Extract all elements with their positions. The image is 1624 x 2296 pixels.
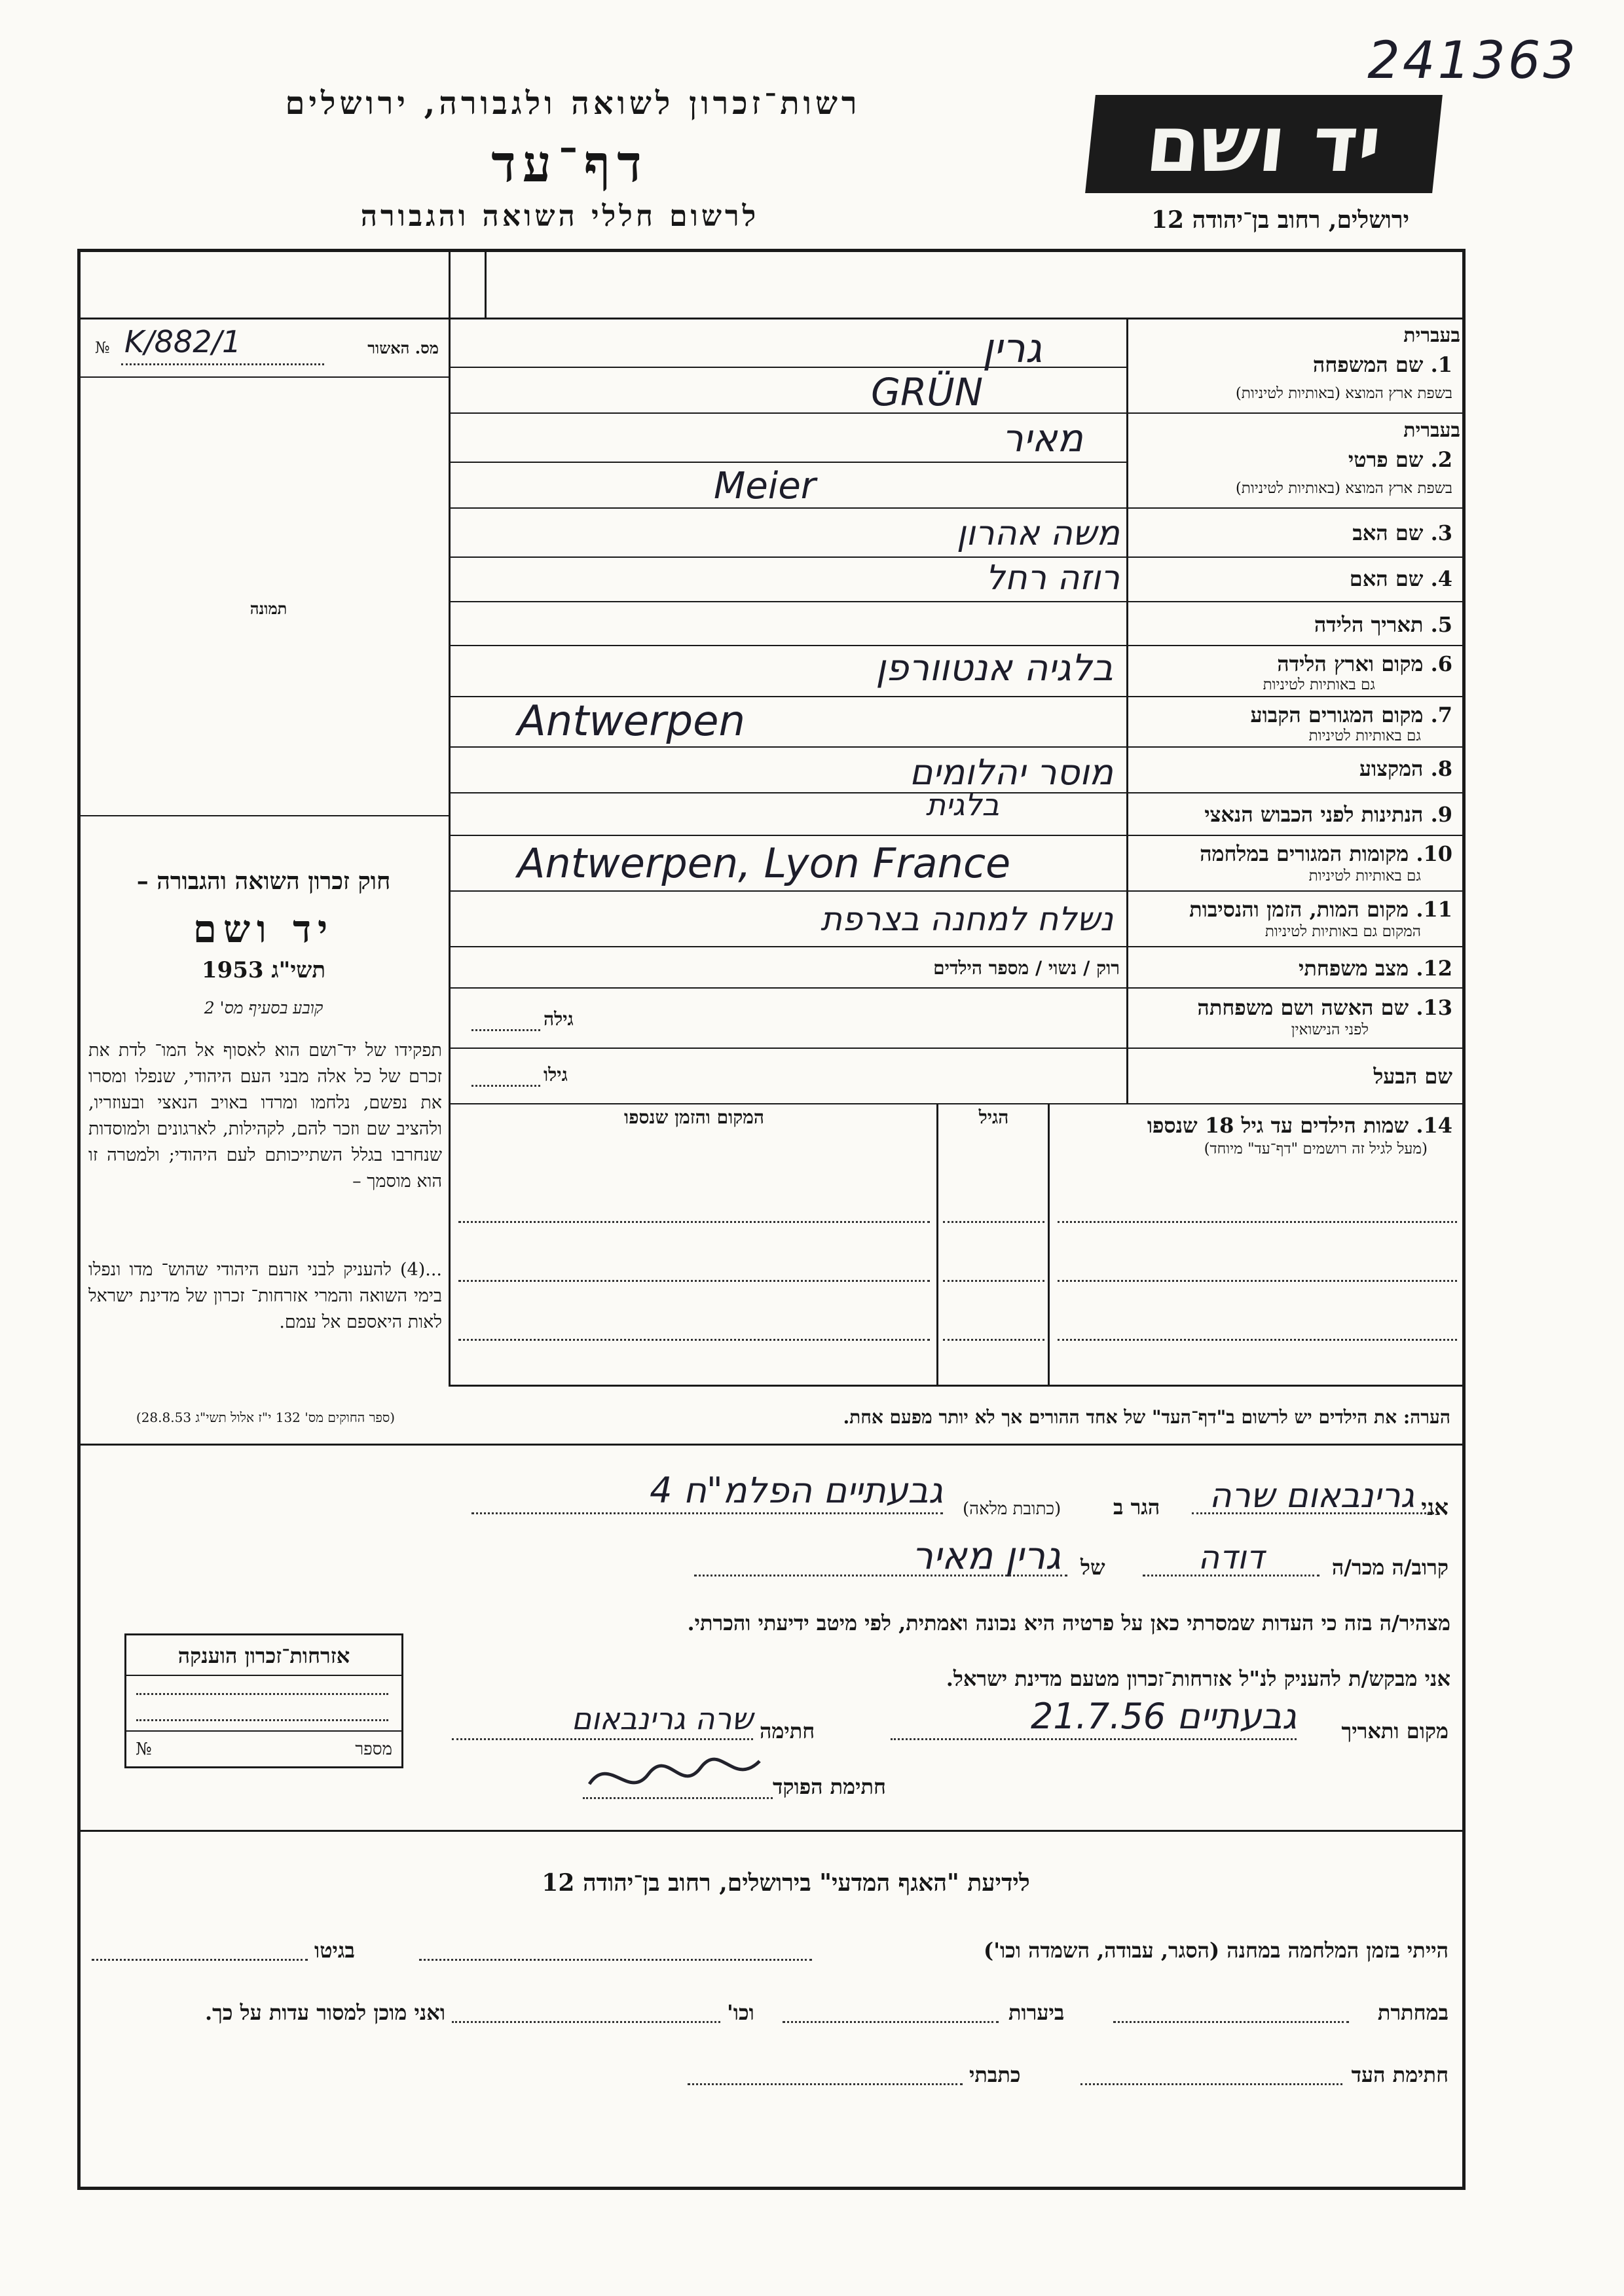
field-9-label — [1204, 802, 1452, 827]
field-6-num: 6. — [1430, 651, 1452, 676]
field-10-label — [1200, 841, 1452, 866]
approval-number — [88, 324, 445, 370]
info-title: לידיעת "האגף המדעי" בירושלים, רחוב בן־יהודה 12 — [542, 1869, 1030, 1897]
field-13-sub: לפני הנישואין — [1291, 1021, 1369, 1038]
citizenship-number-label: מספר — [355, 1740, 392, 1759]
husband-label: שם הבעל — [1373, 1064, 1452, 1089]
field-5-label — [1314, 612, 1452, 637]
citizenship-title: אזרחות־זכרון הוענקה — [126, 1635, 401, 1676]
wife-age-label: גילה — [544, 1008, 574, 1030]
form-subtitle: לרשום חללי השואה והגבורה — [360, 200, 760, 233]
husband-age-label: גילו — [544, 1064, 568, 1085]
field-12-num: 12. — [1416, 956, 1452, 981]
field-10-num: 10. — [1416, 841, 1452, 866]
field-12-label — [1299, 956, 1452, 981]
law-text-2: ...(4) להעניק לבני העם היהודי שהוש־ מדו ונפלו בימי השואה והמרי אזרחות־ זכרון של מדינת ישראל לאות היאספם אל עמם. — [88, 1260, 442, 1332]
info-partisans: במחתרת — [1377, 2000, 1449, 2025]
field-2-num: 2. — [1430, 447, 1452, 472]
decl-i-label: אני — [1421, 1495, 1449, 1521]
children-title: שמות הילדים עד גיל 18 שנספו — [1147, 1113, 1409, 1138]
info-ready: ואני מוכן למסור עדות על כך. — [204, 2000, 445, 2025]
law-title: חוק זכרון השואה והגבורה – — [136, 867, 391, 895]
field-5-title: תאריך הלידה — [1314, 612, 1424, 637]
children-col-age: הגיל — [978, 1106, 1009, 1128]
approval-label: מס. האשור — [367, 338, 439, 357]
field-9-value: בלגית — [925, 787, 1000, 822]
authority-line: רשות־זכרון לשואה ולגבורה, ירושלים — [285, 85, 861, 122]
field-12-value: רוק / נשוי / מספר הילדים — [933, 957, 1120, 979]
field-11-value: נשלח למחנה בצרפת — [821, 900, 1113, 938]
note: הערה: את הילדים יש לרשום ב"דף־העד" של אחד ההורים אך לא יותר מפעם אחת. — [843, 1406, 1450, 1428]
field-2-label — [1348, 447, 1452, 472]
children-col-place: המקום והזמן שנספו — [624, 1106, 764, 1128]
photo-label: תמונה — [249, 599, 287, 618]
approval-prefix: № — [95, 338, 110, 357]
children-num: 14. — [1416, 1113, 1452, 1138]
decl-relation: דודה — [1198, 1539, 1264, 1576]
field-8-value: מוסר יהלומים — [909, 752, 1113, 793]
field-1-sub: בשפת ארץ המוצא (באותיות לטיניות) — [1235, 385, 1452, 402]
field-3-title: שם האב — [1352, 520, 1424, 545]
law-year: תשי"ג 1953 — [201, 957, 326, 983]
field-6-value: בלגיה אנטוורפן — [876, 647, 1113, 689]
citizenship-box — [124, 1633, 403, 1768]
field-3-num: 3. — [1430, 520, 1452, 545]
field-11-sub: המקום גם באותיות לטיניות — [1264, 923, 1421, 940]
field-7-value: Antwerpen — [517, 697, 746, 746]
field-9-num: 9. — [1430, 802, 1452, 827]
law-text-1: תפקידו של יד־ושם הוא לאסוף אל המו־ לדת את זכרם של כל אלה מבני העם היהודי, שנפלו ומסרו את נפשם, נלחמו ומרדו באויב הנאצי ובעוזריו, ולהציב שם וזכר להם, לקהילות, לארגונים ולמוסדות שנחרבו בגלל השתייכותם לעם היהודי; ולמטרה זו הוא מוסמך – — [88, 1040, 442, 1192]
field-2-heb-label: בעברית — [1403, 419, 1460, 442]
field-1-heb-label: בעברית — [1403, 324, 1460, 347]
field-7-sub: גם באותיות לטיניות — [1308, 727, 1421, 744]
field-5-num: 5. — [1430, 612, 1452, 637]
archive-number: 241363 — [1367, 31, 1578, 90]
field-13-label — [1197, 995, 1452, 1020]
field-1-heb-value: גרין — [982, 324, 1043, 372]
citizenship-no-label: № — [136, 1740, 152, 1759]
field-8-num: 8. — [1430, 756, 1452, 781]
decl-signature-label: חתימה — [760, 1719, 815, 1743]
info-witness-sig: חתימת העד — [1351, 2062, 1449, 2087]
field-1-value: GRÜN — [871, 370, 984, 414]
law-name: יד ושם — [193, 907, 335, 951]
decl-place-date: גבעתיים 21.7.56 — [1030, 1696, 1297, 1737]
law-clause: קובע בסעיף מס' 2 — [204, 998, 323, 1017]
field-2-heb-value: מאיר — [1002, 416, 1083, 460]
logo-text: יד ושם — [1142, 99, 1386, 189]
field-9-title: הנתינות לפני הכבוש הנאצי — [1204, 802, 1424, 827]
field-1-label — [1313, 352, 1452, 377]
field-10-value: Antwerpen, Lyon France — [517, 839, 1011, 887]
law-citation: (ספר החוקים מס' 132 י"ז אלול תשי"ג 28.8.53) — [136, 1410, 396, 1425]
decl-relation-label: קרוב/ה מכר/ה — [1331, 1555, 1449, 1580]
children-sub: (מעל לגיל זה רושמים "דף־עד" מיוחד) — [1204, 1140, 1428, 1157]
field-10-sub: גם באותיות לטיניות — [1308, 867, 1421, 884]
field-12-title: מצב משפחתי — [1299, 956, 1409, 981]
decl-officer-label: חתימת הפוקד — [773, 1774, 886, 1799]
info-etc: וכו' — [727, 2000, 754, 2025]
field-2-title: שם פרטי — [1348, 447, 1424, 472]
field-3-value: משה אהרון — [956, 514, 1120, 553]
decl-address: גבעתיים הפלמ"ח 4 — [650, 1470, 943, 1511]
field-2-value: Meier — [714, 465, 816, 507]
decl-resides-label: הגר ב — [1113, 1495, 1160, 1520]
info-address: כתבתי — [969, 2062, 1021, 2087]
header-address: ירושלים, רחוב בן־יהודה 12 — [1151, 206, 1410, 234]
field-10-title: מקומות המגורים במלחמה — [1200, 841, 1409, 866]
field-4-num: 4. — [1430, 566, 1452, 591]
field-6-label — [1277, 651, 1452, 676]
field-4-value: רוזה רחל — [986, 558, 1120, 598]
field-7-num: 7. — [1430, 702, 1452, 727]
decl-of-label: של — [1080, 1555, 1105, 1580]
field-11-title: מקום המות, הזמן והנסיבות — [1189, 897, 1409, 922]
field-13-title: שם האשה ושם משפחתה — [1197, 995, 1409, 1020]
field-8-label — [1359, 756, 1452, 781]
info-forests: ביערות — [1008, 2000, 1065, 2025]
decl-signature: שרה גרינבאום — [571, 1701, 753, 1736]
info-line1: הייתי בזמן המלחמה במחנה (הסגר, עבודה, השמדה וכו') — [984, 1938, 1449, 1963]
field-3-label — [1352, 520, 1452, 545]
field-6-title: מקום וארץ הלידה — [1277, 651, 1424, 676]
field-2-sub: בשפת ארץ המוצא (באותיות לטיניות) — [1235, 480, 1452, 497]
info-ghetto: בגיטו — [314, 1938, 355, 1963]
field-1-title: שם המשפחה — [1312, 352, 1424, 377]
decl-request: אני מבקש/ת להעניק לנ"ל אזרחות־זכרון מטעם מדינת ישראל. — [946, 1666, 1450, 1691]
decl-of-name: גרין מאיר — [912, 1533, 1061, 1578]
approval-value: K/882/1 — [124, 324, 242, 359]
decl-place-date-label: מקום ותאריך — [1341, 1719, 1449, 1743]
field-6-sub: גם באותיות לטיניות — [1263, 676, 1375, 693]
field-8-title: המקצוע — [1359, 756, 1424, 781]
field-1-num: 1. — [1430, 352, 1452, 377]
field-7-label — [1250, 702, 1452, 727]
decl-name: גרינבאום שרה — [1209, 1476, 1414, 1516]
decl-statement: מצהיר/ה בזה כי העדות שמסרתי כאן על פרטיה היא נכונה ואמתית, לפי מיטב ידיעתי והכרתי. — [687, 1611, 1450, 1635]
field-11-num: 11. — [1416, 897, 1452, 922]
field-4-title: שם האם — [1349, 566, 1424, 591]
form-title: דף־עד — [491, 134, 648, 194]
yad-vashem-logo — [1085, 95, 1443, 193]
children-label — [1147, 1113, 1452, 1138]
field-13-num: 13. — [1416, 995, 1452, 1020]
field-4-label — [1350, 566, 1452, 591]
field-7-title: מקום המגורים הקבוע — [1250, 702, 1424, 727]
field-11-label — [1189, 897, 1452, 922]
decl-address-label: (כתובת מלאה) — [963, 1499, 1061, 1519]
